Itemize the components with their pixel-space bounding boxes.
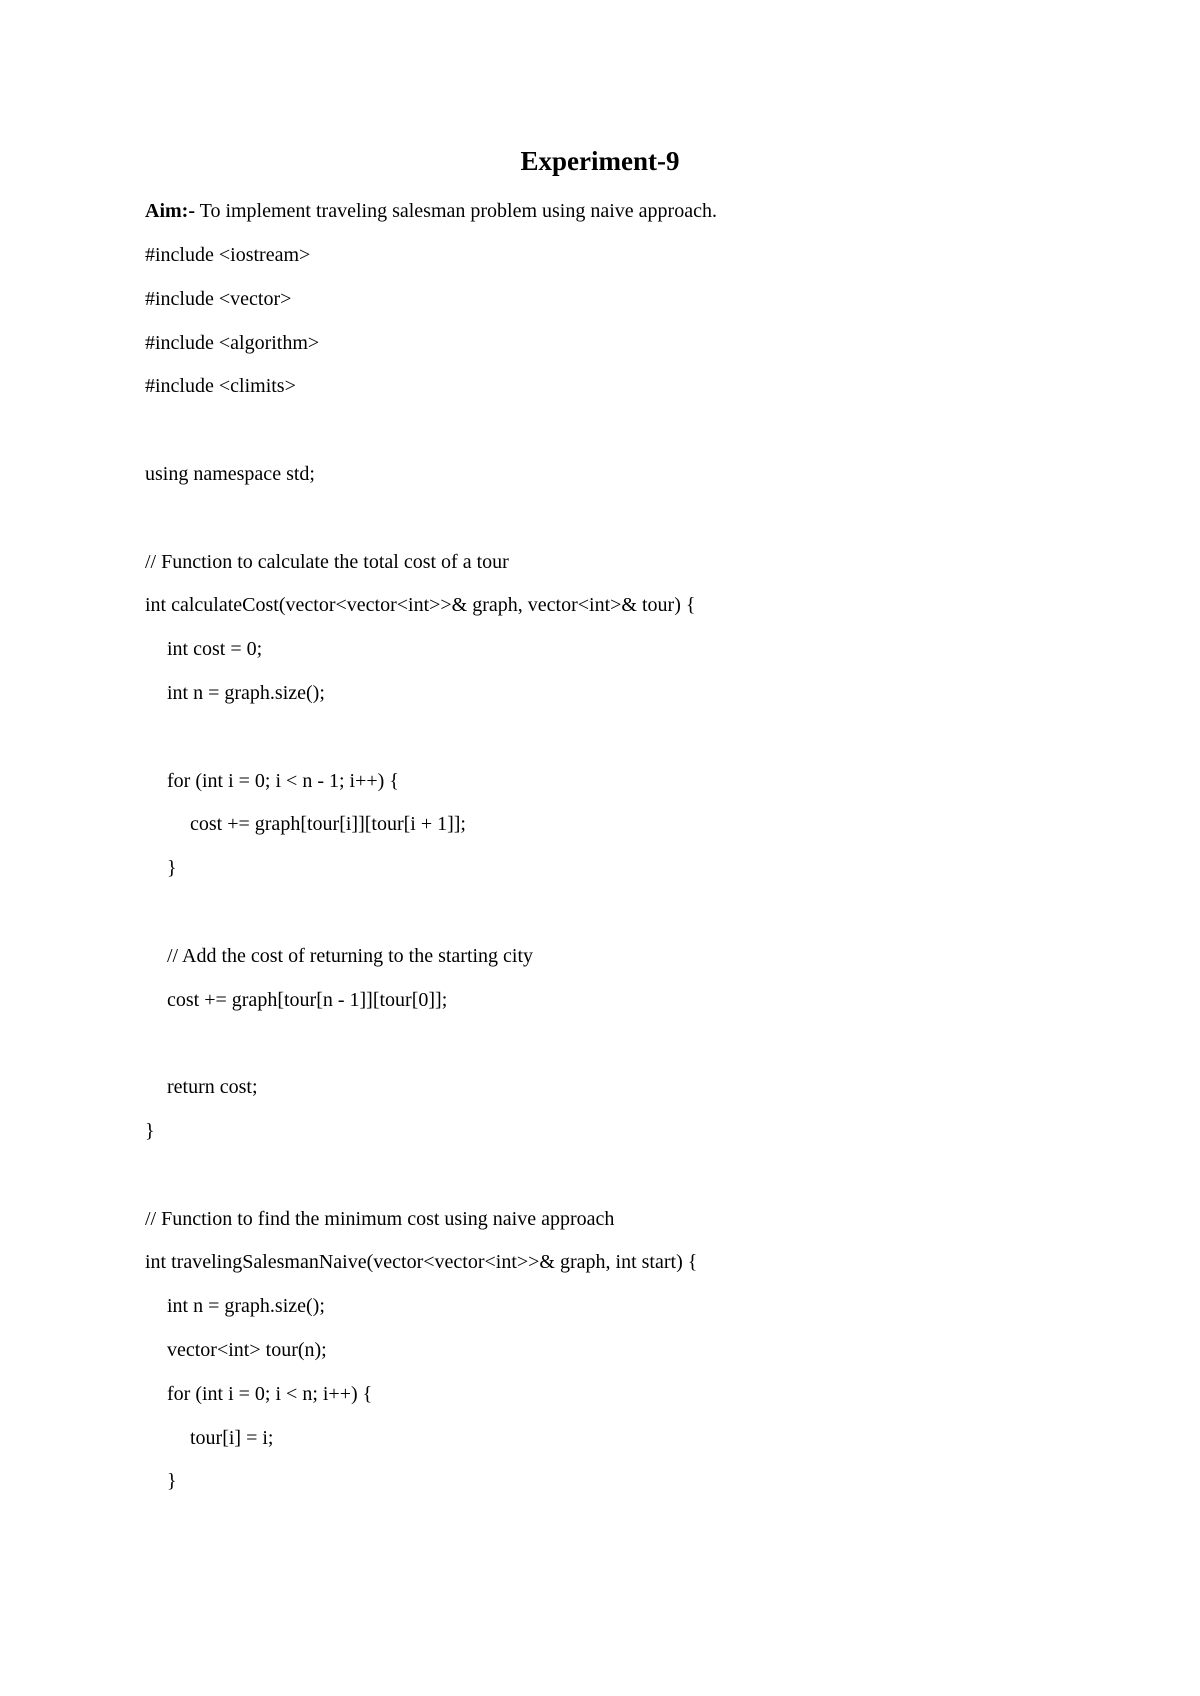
code-blank-line [145, 899, 1145, 943]
code-line: } [167, 1470, 177, 1493]
code-line: cost += graph[tour[n - 1]][tour[0]]; [167, 988, 448, 1011]
code-blank-line [145, 505, 1145, 549]
code-line: // Function to find the minimum cost using naive approach [145, 1207, 615, 1230]
code-blank-line [145, 1162, 1145, 1206]
code-blank-line [145, 1030, 1145, 1074]
code-line: // Function to calculate the total cost of a tour [145, 550, 509, 573]
code-line: using namespace std; [145, 462, 315, 485]
code-line: #include <vector> [145, 287, 292, 310]
aim-statement [145, 198, 717, 224]
code-line: for (int i = 0; i < n; i++) { [167, 1382, 373, 1405]
code-line: #include <algorithm> [145, 331, 320, 354]
aim-text: To implement traveling salesman problem using naive approach. [194, 200, 717, 222]
code-line: // Add the cost of returning to the starting city [167, 944, 534, 967]
code-line: int n = graph.size(); [167, 681, 325, 704]
code-line: vector<int> tour(n); [167, 1338, 327, 1361]
code-blank-line [145, 417, 1145, 461]
page-title: Experiment-9 [520, 146, 680, 176]
code-line: int travelingSalesmanNaive(vector<vector<int>>& graph, int start) { [145, 1251, 698, 1274]
code-line: #include <climits> [145, 375, 296, 398]
code-line: for (int i = 0; i < n - 1; i++) { [167, 769, 399, 792]
code-line: int n = graph.size(); [167, 1295, 325, 1318]
code-line: } [145, 1119, 155, 1142]
code-blank-line [145, 724, 1145, 768]
code-line: tour[i] = i; [190, 1426, 274, 1449]
code-line: return cost; [167, 1076, 258, 1099]
code-listing [145, 242, 1145, 1512]
code-line: #include <iostream> [145, 244, 311, 266]
aim-label: Aim:- [145, 200, 195, 222]
code-line: int cost = 0; [167, 638, 263, 661]
code-line: int calculateCost(vector<vector<int>>& graph, vector<int>& tour) { [145, 594, 696, 617]
code-line: } [167, 857, 177, 880]
code-line: cost += graph[tour[i]][tour[i + 1]]; [190, 813, 466, 836]
